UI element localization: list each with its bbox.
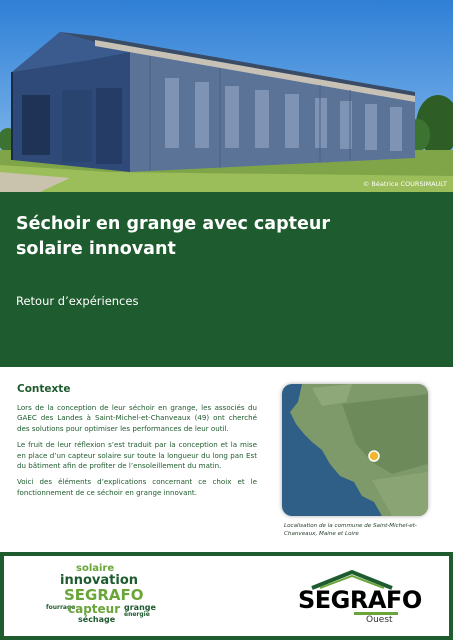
- context-heading: Contexte: [17, 383, 71, 395]
- context-paragraph: Voici des éléments d’explications concernant ce choix et le fonctionnement de ce séchoir en grange innovant.: [17, 477, 257, 497]
- logo-region: Ouest: [366, 615, 393, 625]
- map-caption: Localisation de la commune de Saint-Michel-et-Chanveaux, Maine et Loire: [284, 523, 417, 537]
- title-line-1: Séchoir en grange avec capteur: [16, 214, 330, 234]
- logo-word: innovation: [60, 573, 138, 588]
- segrafo-ouest-logo: [292, 568, 422, 632]
- logo-word: SEGRAFO: [298, 586, 422, 614]
- title-line-2: solaire innovant: [16, 239, 176, 259]
- location-marker-icon: [369, 451, 379, 461]
- context-body: [17, 403, 257, 504]
- document-title: [16, 212, 436, 262]
- logo-word: solaire: [76, 563, 115, 574]
- photo-credit: © Béatrice COURSIMAULT: [362, 180, 447, 188]
- logo-word: grange: [124, 603, 156, 612]
- logo-word: capteur: [68, 602, 121, 616]
- innovation-word-cloud-logo: [42, 562, 182, 632]
- logo-word: fourrage: [46, 604, 76, 611]
- location-map: [282, 384, 428, 516]
- document-subtitle: Retour d’expériences: [16, 294, 139, 308]
- logo-word: énergie: [124, 611, 150, 618]
- logo-word: SEGRAFO: [64, 586, 144, 604]
- barn-photo: [0, 0, 453, 192]
- context-paragraph: Le fruit de leur réflexion s’est traduit par la conception et la mise en place d’un capteur solaire sur toute la longueur du long pan Est du bâtiment afin de profiter de l’ensoleillement du matin.: [17, 440, 257, 471]
- context-paragraph: Lors de la conception de leur séchoir en grange, les associés du GAEC des Landes à Saint-Michel-et-Chanveaux (49) ont cherché des solutions pour optimiser les performances de leur outil.: [17, 403, 257, 433]
- map-icon: [282, 384, 428, 516]
- logo-word: séchage: [78, 615, 116, 624]
- barn-illustration: [0, 0, 453, 192]
